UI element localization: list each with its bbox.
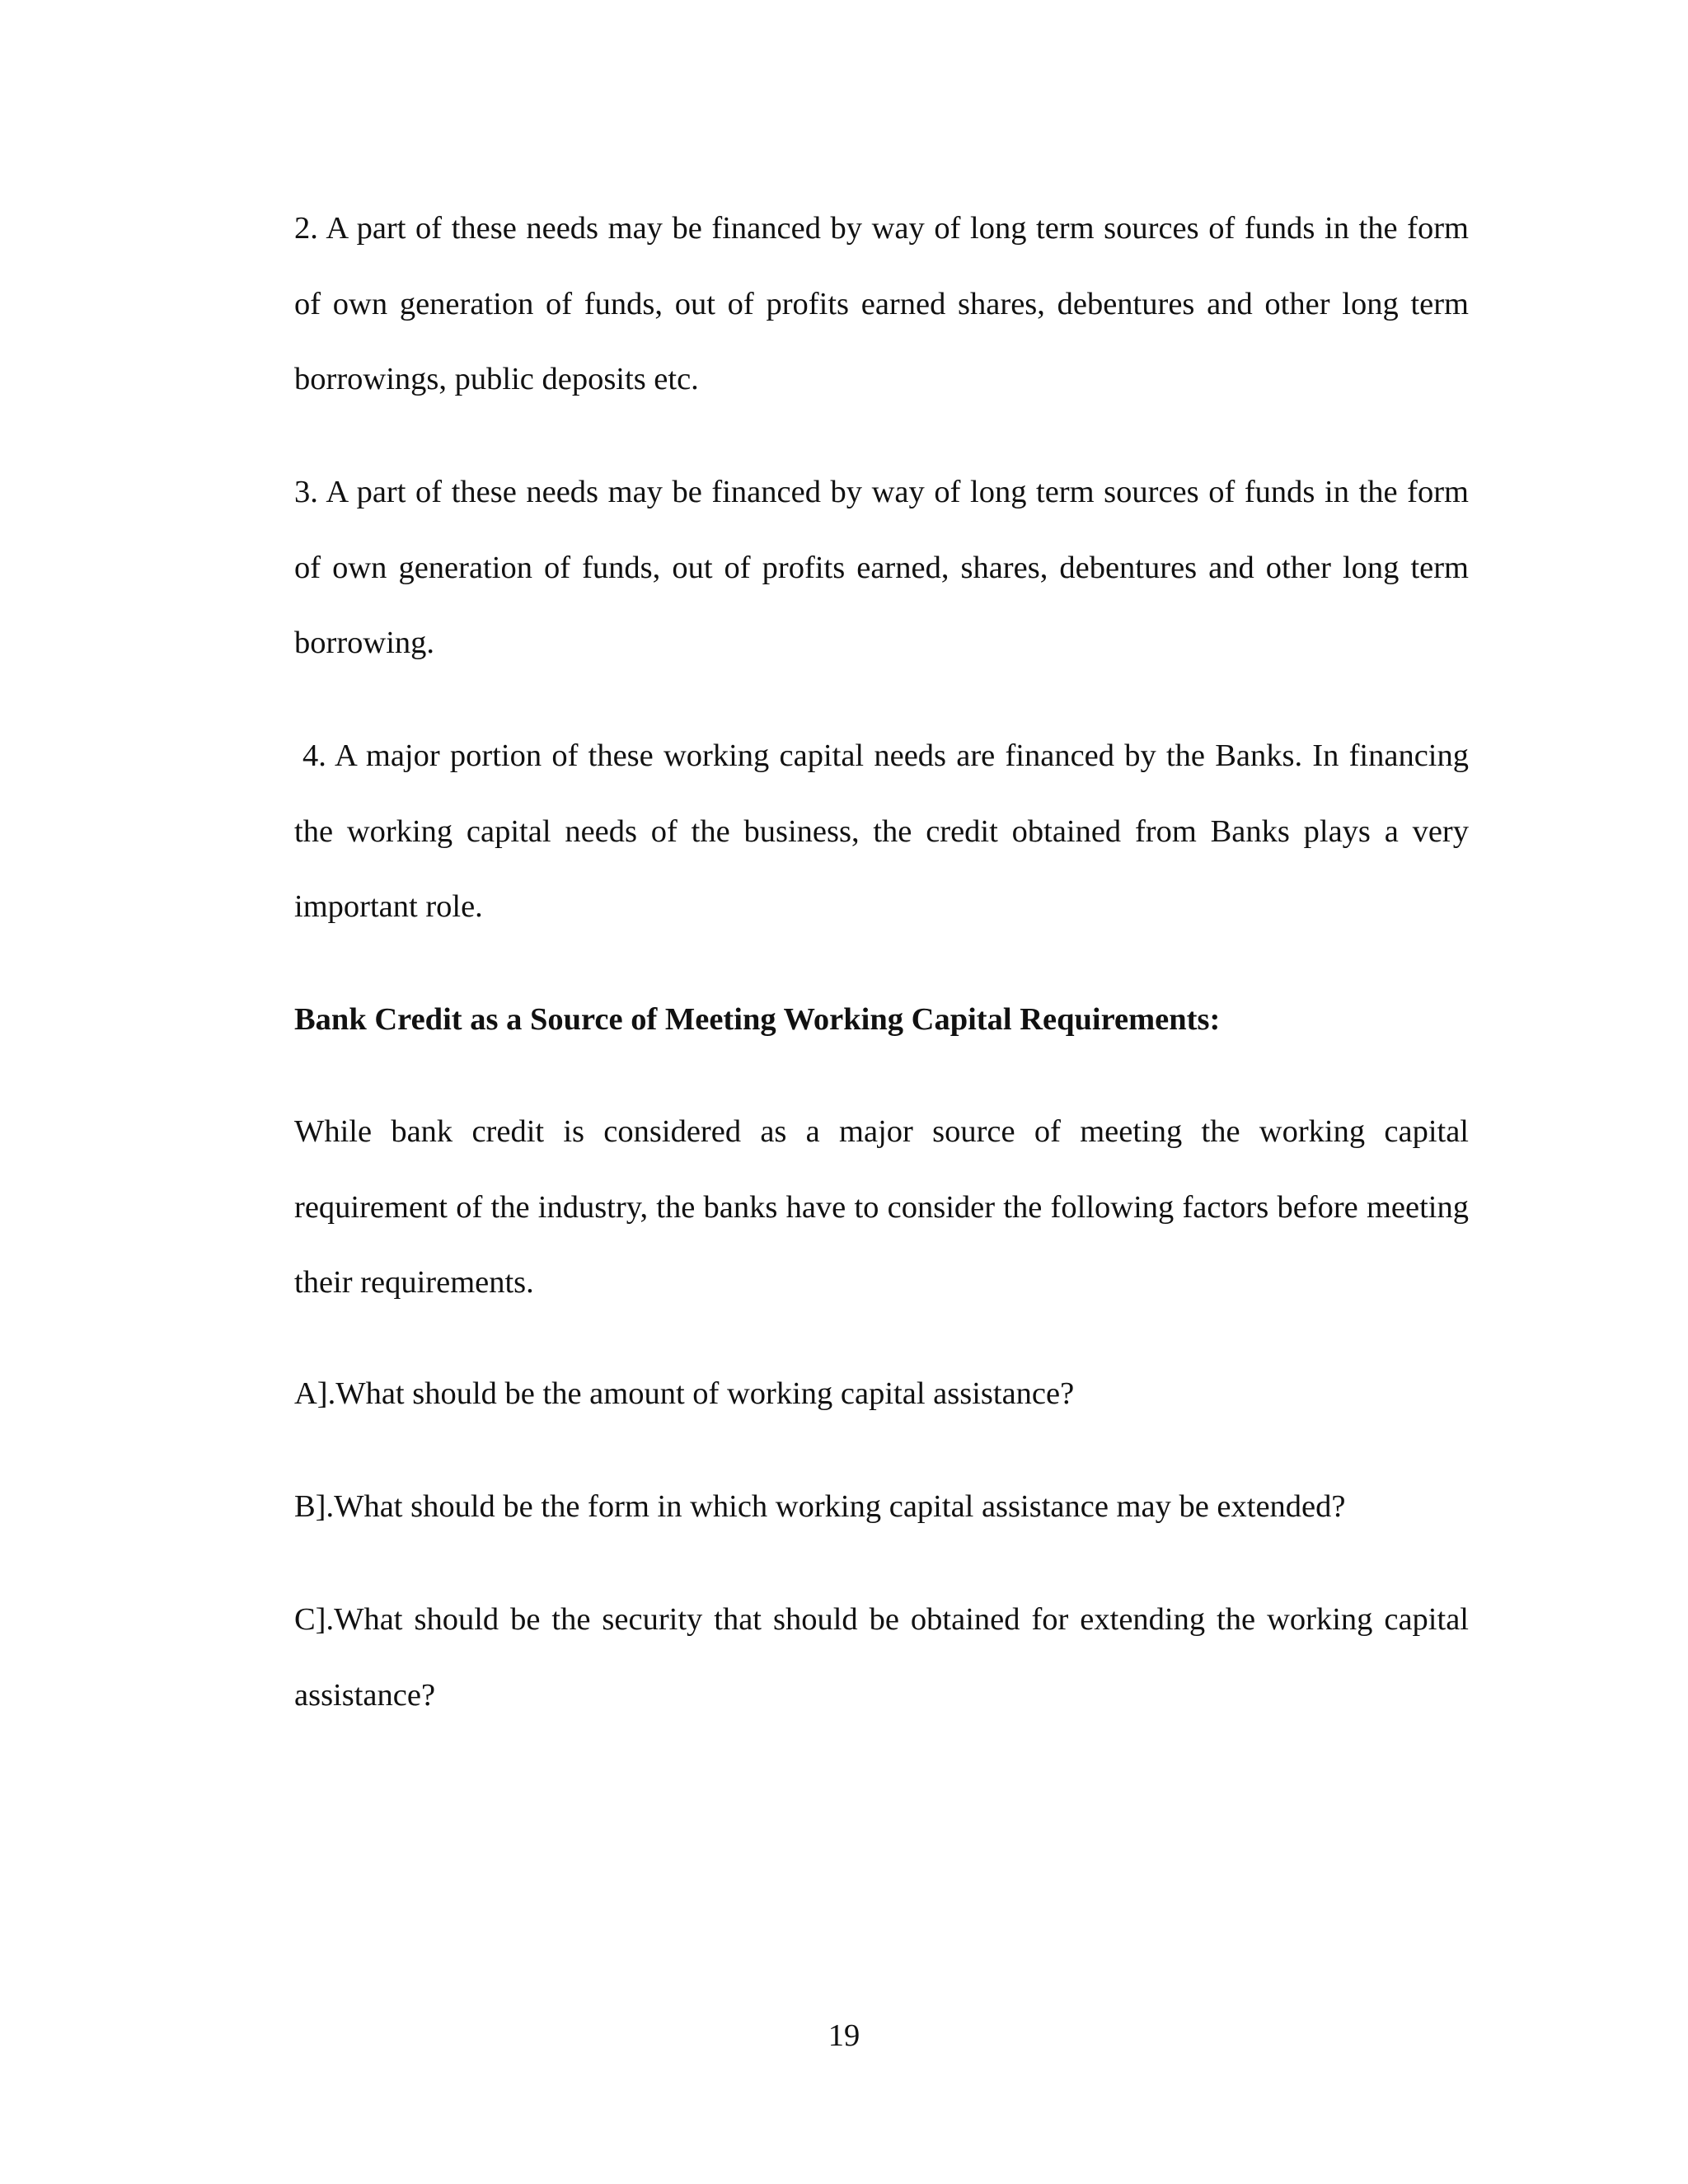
- page-number: 19: [828, 2018, 860, 2053]
- question-c: C].What should be the security that should be obtained for extending the working capital assistance?: [294, 1602, 1469, 1713]
- question-b: B].What should be the form in which working capital assistance may be extended?: [294, 1489, 1346, 1524]
- paragraph-3: 3. A part of these needs may be financed by way of long term sources of funds in the form of own generation of funds, out of profits earned, shares, debentures and other long term borrowing.: [294, 475, 1469, 660]
- paragraph-4: [294, 719, 1469, 945]
- paragraph-4-text: 4. A major portion of these working capital needs are financed by the Banks. In financing the working capital needs of the business, the credit obtained from Banks plays a very important role.: [294, 738, 1469, 924]
- section-heading: Bank Credit as a Source of Meeting Working Capital Requirements:: [294, 1002, 1221, 1037]
- section-intro-paragraph: While bank credit is considered as a major source of meeting the working capital requirement of the industry, the banks have to consider the following factors before meeting their requirements.: [294, 1114, 1469, 1300]
- question-a: A].What should be the amount of working capital assistance?: [294, 1376, 1075, 1411]
- paragraph-2: 2. A part of these needs may be financed by way of long term sources of funds in the form of own generation of funds, out of profits earned shares, debentures and other long term borrowings, public deposits etc.: [294, 211, 1469, 396]
